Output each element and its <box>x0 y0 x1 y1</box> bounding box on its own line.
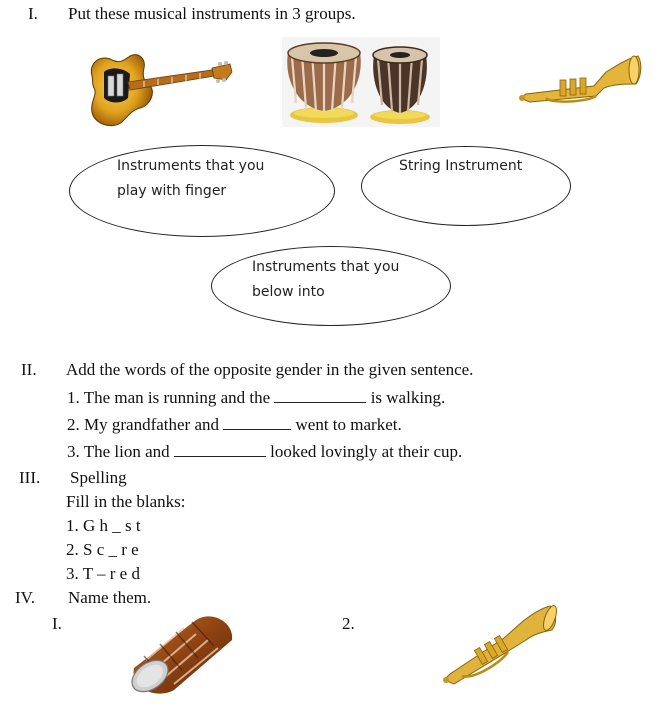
gender-sentence-3-after: looked lovingly at their cup. <box>270 442 463 461</box>
section-4-heading: Name them. <box>68 588 152 607</box>
section-2-numeral: II. <box>21 360 37 379</box>
oval-1-line1: Instruments that you <box>117 158 265 174</box>
gender-sentence-1 <box>67 387 445 408</box>
oval-3-line2: below into <box>252 284 325 300</box>
oval-2-line1: String Instrument <box>399 158 523 174</box>
gender-blank-3[interactable] <box>174 441 266 457</box>
tabla-drums-icon <box>282 37 440 127</box>
spelling-item-3: 3. T – r e d <box>66 564 140 583</box>
gender-blank-1[interactable] <box>274 387 366 403</box>
oval-3-text <box>252 255 399 305</box>
section-4-numeral: IV. <box>15 588 35 607</box>
gender-sentence-2-after: went to market. <box>295 415 402 434</box>
gender-sentence-3 <box>67 441 462 462</box>
name-them-label-2: 2. <box>342 614 355 633</box>
oval-1-line2: play with finger <box>117 183 227 199</box>
section-3-numeral: III. <box>19 468 41 487</box>
section-1-numeral: I. <box>28 4 38 23</box>
electric-guitar-icon <box>84 46 234 128</box>
oval-3-line1: Instruments that you <box>252 259 400 275</box>
section-3-heading: Spelling <box>70 468 127 487</box>
section-2-heading: Add the words of the opposite gender in the given sentence. <box>66 360 474 379</box>
gender-sentence-1-after: is walking. <box>370 388 446 407</box>
gender-sentence-3-before: 3. The lion and <box>67 442 170 461</box>
gender-sentence-1-before: 1. The man is running and the <box>67 388 271 407</box>
section-1-heading: Put these musical instruments in 3 groups. <box>68 4 356 23</box>
gender-sentence-2-before: 2. My grandfather and <box>67 415 220 434</box>
oval-1-text <box>117 154 264 204</box>
dholak-drum-icon <box>126 610 238 694</box>
trumpet-icon <box>516 52 644 108</box>
name-them-label-1: I. <box>52 614 62 633</box>
spelling-item-2: 2. S c _ r e <box>66 540 139 559</box>
spelling-item-1: 1. G h _ s t <box>66 516 141 535</box>
trumpet-icon <box>438 600 560 686</box>
gender-blank-2[interactable] <box>223 414 291 430</box>
section-3-subheading: Fill in the blanks: <box>66 492 186 511</box>
gender-sentence-2 <box>67 414 402 435</box>
